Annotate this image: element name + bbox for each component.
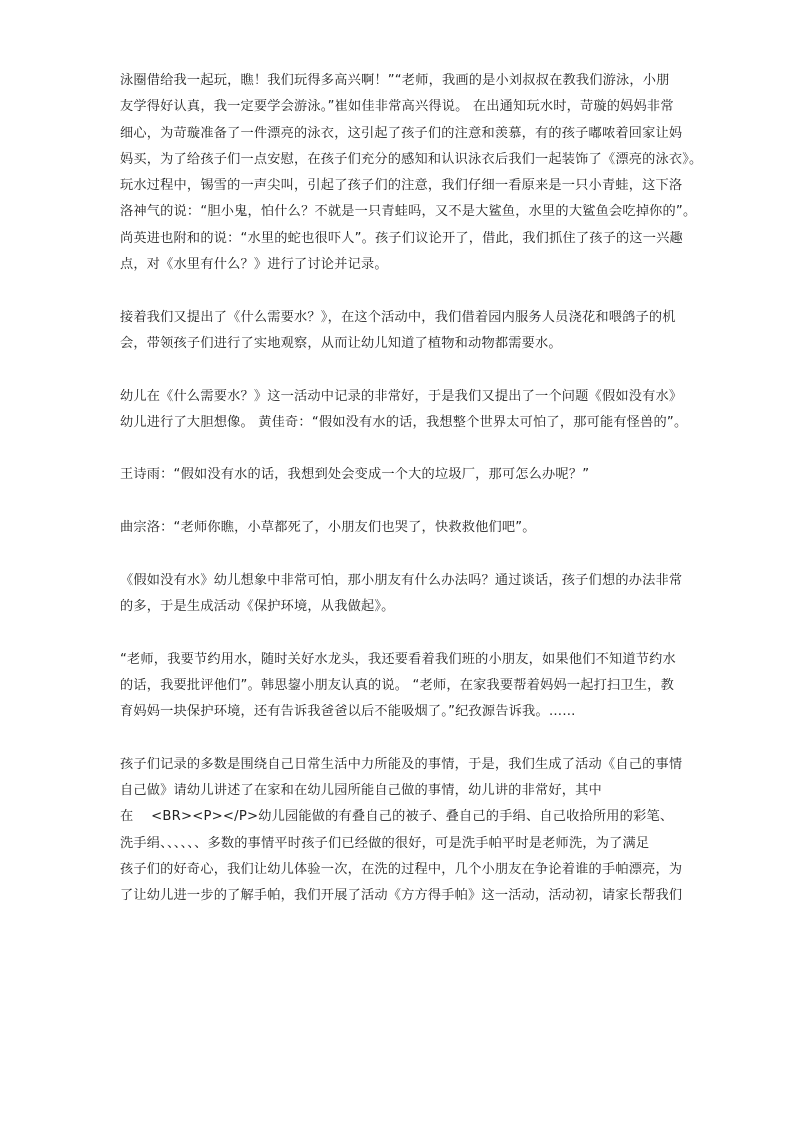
text-line: 尚英进也附和的说：“水里的蛇也很吓人”。孩子们议论开了，借此，我们抓住了孩子的这一兴趣 bbox=[120, 230, 683, 246]
text-line: 点，对《水里有什么？》进行了讨论并记录。 bbox=[120, 257, 388, 273]
paragraph-spacer bbox=[120, 725, 676, 751]
text-line: 孩子们记录的多数是围绕自己日常生活中力所能及的事情，于是，我们生成了活动《自己的事情 bbox=[120, 756, 683, 772]
paragraph-save-water-quotes bbox=[120, 647, 676, 726]
paragraph-protect-environment bbox=[120, 568, 683, 621]
text-line: 的话，我要批评他们”。韩思鋆小朋友认真的说。 “老师，在家我要帮着妈妈一起打扫卫生，教 bbox=[120, 677, 674, 693]
text-line: 洛神气的说：“胆小鬼，怕什么？不就是一只青蛙吗，又不是大鲨鱼，水里的大鲨鱼会吃掉你的”。 bbox=[120, 204, 697, 220]
paragraph-what-needs-water bbox=[120, 305, 676, 358]
paragraph-spacer bbox=[120, 620, 676, 646]
text-line: 孩子们的好奇心，我们让幼儿体验一次，在洗的过程中，几个小朋友在争论着谁的手帕漂亮，为 bbox=[120, 861, 683, 877]
paragraph-spacer bbox=[120, 357, 676, 383]
text-line: 细心，为苛璇准备了一件漂亮的泳衣，这引起了孩子们的注意和羡慕，有的孩子嘟哝着回家让妈 bbox=[120, 125, 683, 141]
text-line: 在 <BR><P></P>幼儿园能做的有叠自己的被子、叠自己的手绢、自己收拾所用的彩笔、 bbox=[120, 809, 674, 825]
paragraph-if-no-water bbox=[120, 384, 688, 437]
paragraph-spacer bbox=[120, 489, 676, 515]
text-line: 幼儿在《什么需要水？》这一活动中记录的非常好，于是我们又提出了一个问题《假如没有水》 bbox=[120, 388, 683, 404]
text-line: 妈买，为了给孩子们一点安慰，在孩子们充分的感知和认识泳衣后我们一起装饰了《漂亮的泳衣》。 bbox=[120, 151, 703, 167]
text-line: 泳圈借给我一起玩，瞧！我们玩得多高兴啊！”“老师，我画的是小刘叔叔在教我们游泳，小朋 bbox=[120, 73, 670, 88]
text-line: 幼儿进行了大胆想像。 黄佳奇：“假如没有水的话，我想整个世界太可怕了，那可能有怪兽的”。 bbox=[120, 414, 688, 430]
text-line: 的多，于是生成活动《保护环境，从我做起》。 bbox=[120, 598, 395, 614]
text-line: 洗手绢、、、、、、多数的事情平时孩子们已经做的很好，可是洗手帕平时是老师洗，为了满足 bbox=[120, 835, 650, 851]
text-line: 接着我们又提出了《什么需要水？》，在这个活动中，我们借着园内服务人员浇花和喂鸽子的机 bbox=[120, 309, 676, 325]
text-line: 《假如没有水》幼儿想象中非常可怕，那小朋友有什么办法吗？通过谈话，孩子们想的办法非常 bbox=[120, 572, 683, 588]
text-line: 曲宗洛：“老师你瞧，小草都死了，小朋友们也哭了，快救救他们吧”。 bbox=[120, 520, 536, 536]
paragraph-spacer bbox=[120, 278, 676, 304]
paragraph-quote-qu bbox=[120, 515, 676, 541]
paragraph-spacer bbox=[120, 436, 676, 462]
text-line: 会，带领孩子们进行了实地观察，从而让幼儿知道了植物和动物都需要水。 bbox=[120, 335, 562, 351]
text-line: 育妈妈一块保护环境，还有告诉我爸爸以后不能吸烟了。”纪孜源告诉我。…… bbox=[120, 704, 576, 720]
text-line: 自己做》请幼儿讲述了在家和在幼儿园所能自己做的事情，幼儿讲的非常好，其中 bbox=[120, 783, 602, 799]
paragraph-own-things bbox=[120, 752, 683, 910]
paragraph-quote-wang bbox=[120, 462, 676, 488]
text-line: “老师，我要节约用水，随时关好水龙头，我还要看着我们班的小朋友，如果他们不知道节约水 bbox=[120, 651, 676, 667]
text-line: 玩水过程中，锡雪的一声尖叫，引起了孩子们的注意，我们仔细一看原来是一只小青蛙，这下洛 bbox=[120, 178, 683, 194]
text-line: 王诗雨：“假如没有水的话，我想到处会变成一个大的垃圾厂，那可怎么办呢？” bbox=[120, 467, 590, 483]
document-page bbox=[120, 68, 703, 910]
paragraph-swimsuit-and-frog bbox=[120, 68, 703, 278]
paragraph-spacer bbox=[120, 541, 676, 567]
text-line: 友学得好认真，我一定要学会游泳。”崔如佳非常高兴得说。 在出通知玩水时，苛璇的妈妈非常 bbox=[120, 99, 674, 115]
text-line: 了让幼儿进一步的了解手帕，我们开展了活动《方方得手帕》这一活动，活动初，请家长帮我们 bbox=[120, 888, 683, 904]
